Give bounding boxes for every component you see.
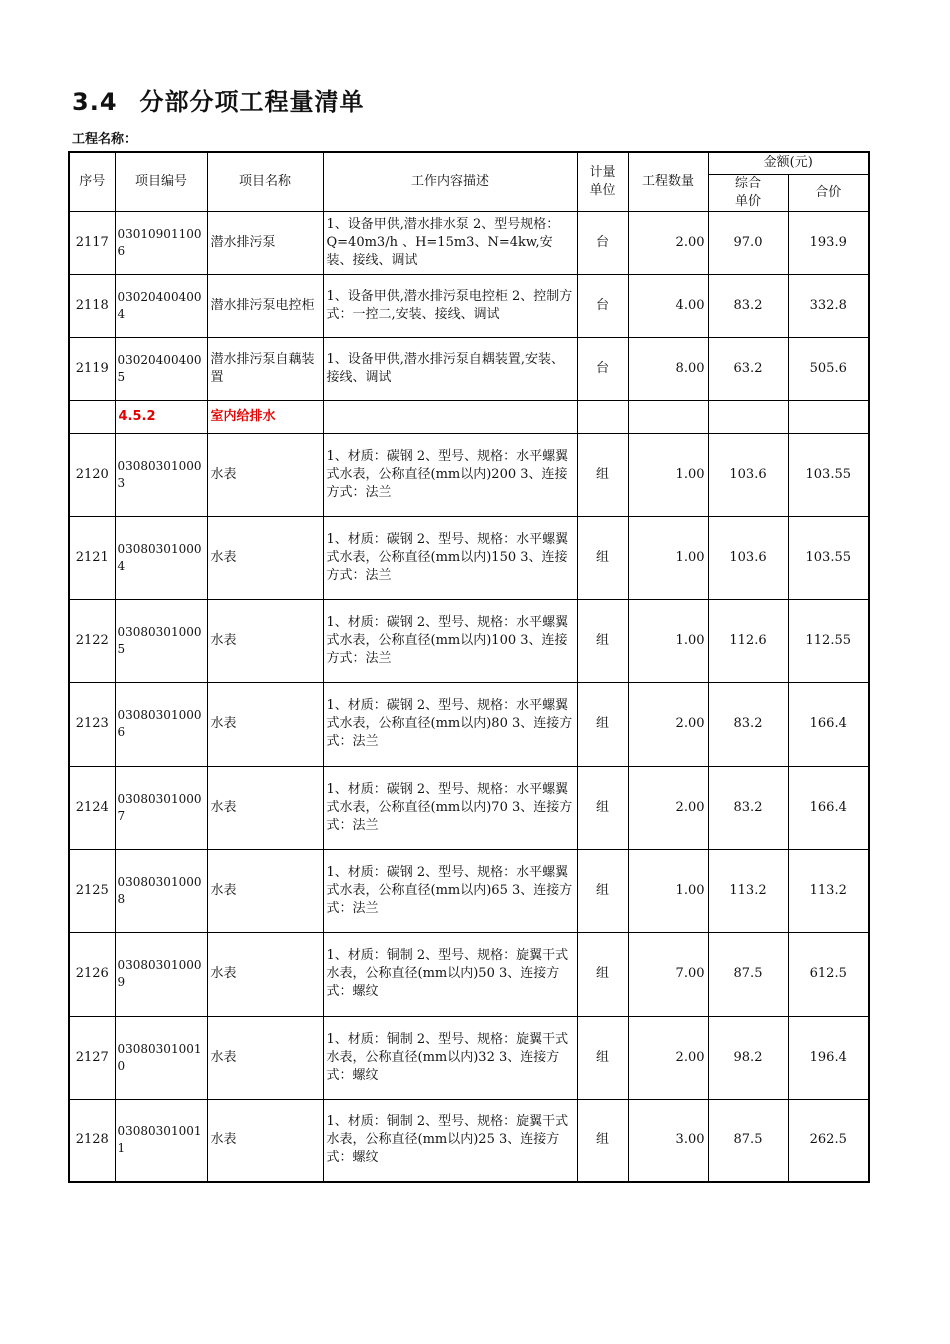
cell-desc: 1、材质：铜制 2、型号、规格：旋翼干式水表，公称直径(mm以内)50 3、连接方式：螺纹 xyxy=(323,932,577,1016)
section-row xyxy=(69,400,869,433)
cell-qty: 2.00 xyxy=(628,211,708,274)
cell-unit: 台 xyxy=(577,337,628,400)
cell-qty: 3.00 xyxy=(628,1099,708,1182)
table-row xyxy=(69,766,869,849)
cell-code: 030803010008 xyxy=(115,849,207,932)
header-seq: 序号 xyxy=(69,152,115,211)
cell-desc: 1、材质：铜制 2、型号、规格：旋翼干式水表，公称直径(mm以内)25 3、连接方式：螺纹 xyxy=(323,1099,577,1182)
cell-name: 水表 xyxy=(207,932,323,1016)
table-row xyxy=(69,516,869,599)
cell-total: 193.9 xyxy=(788,211,869,274)
cell-price xyxy=(708,400,788,433)
cell-name: 水表 xyxy=(207,1099,323,1182)
cell-unit: 组 xyxy=(577,599,628,682)
cell-qty: 1.00 xyxy=(628,433,708,516)
cell-qty: 2.00 xyxy=(628,766,708,849)
cell-name: 水表 xyxy=(207,766,323,849)
cell-price: 113.2 xyxy=(708,849,788,932)
cell-total: 113.2 xyxy=(788,849,869,932)
cell-unit: 台 xyxy=(577,211,628,274)
bill-of-quantities-table xyxy=(68,151,870,1183)
cell-seq: 2120 xyxy=(69,433,115,516)
cell-seq: 2123 xyxy=(69,682,115,766)
page-title xyxy=(72,82,365,117)
header-total: 合价 xyxy=(788,174,869,211)
cell-price: 83.2 xyxy=(708,766,788,849)
table-row xyxy=(69,1016,869,1099)
cell-code: 030803010010 xyxy=(115,1016,207,1099)
cell-qty: 1.00 xyxy=(628,599,708,682)
cell-total: 166.4 xyxy=(788,682,869,766)
header-unit-price: 综合单价 xyxy=(708,174,788,211)
header-code: 项目编号 xyxy=(115,152,207,211)
cell-seq: 2118 xyxy=(69,274,115,337)
cell-price: 87.5 xyxy=(708,1099,788,1182)
cell-unit: 组 xyxy=(577,682,628,766)
cell-desc xyxy=(323,400,577,433)
cell-seq: 2128 xyxy=(69,1099,115,1182)
cell-name: 潜水排污泵电控柜 xyxy=(207,274,323,337)
table-row xyxy=(69,337,869,400)
table-body xyxy=(69,211,869,1182)
cell-seq: 2125 xyxy=(69,849,115,932)
cell-qty: 4.00 xyxy=(628,274,708,337)
table-row xyxy=(69,433,869,516)
cell-qty: 8.00 xyxy=(628,337,708,400)
cell-price: 97.0 xyxy=(708,211,788,274)
cell-total xyxy=(788,400,869,433)
cell-price: 103.6 xyxy=(708,516,788,599)
cell-seq: 2126 xyxy=(69,932,115,1016)
table-row xyxy=(69,599,869,682)
cell-qty: 2.00 xyxy=(628,682,708,766)
section-title: 分部分项工程量清单 xyxy=(139,88,365,116)
cell-code: 030803010007 xyxy=(115,766,207,849)
cell-qty: 2.00 xyxy=(628,1016,708,1099)
cell-seq xyxy=(69,400,115,433)
cell-qty: 1.00 xyxy=(628,849,708,932)
cell-desc: 1、材质：碳钢 2、型号、规格：水平螺翼式水表，公称直径(mm以内)150 3、连接方式：法兰 xyxy=(323,516,577,599)
cell-name: 潜水排污泵 xyxy=(207,211,323,274)
cell-name: 水表 xyxy=(207,682,323,766)
cell-seq: 2127 xyxy=(69,1016,115,1099)
cell-total: 166.4 xyxy=(788,766,869,849)
cell-desc: 1、设备甲供,潜水排污泵自耦装置,安装、接线、调试 xyxy=(323,337,577,400)
cell-unit: 组 xyxy=(577,849,628,932)
cell-desc: 1、材质：碳钢 2、型号、规格：水平螺翼式水表，公称直径(mm以内)80 3、连接方式：法兰 xyxy=(323,682,577,766)
cell-code: 030803010011 xyxy=(115,1099,207,1182)
cell-name: 水表 xyxy=(207,849,323,932)
cell-qty xyxy=(628,400,708,433)
cell-code: 030803010005 xyxy=(115,599,207,682)
cell-code: 030109011006 xyxy=(115,211,207,274)
cell-price: 83.2 xyxy=(708,682,788,766)
cell-code: 4.5.2 xyxy=(115,400,207,433)
cell-desc: 1、材质：铜制 2、型号、规格：旋翼干式水表，公称直径(mm以内)32 3、连接方式：螺纹 xyxy=(323,1016,577,1099)
cell-unit: 组 xyxy=(577,932,628,1016)
header-desc: 工作内容描述 xyxy=(323,152,577,211)
cell-seq: 2117 xyxy=(69,211,115,274)
table-row xyxy=(69,211,869,274)
cell-desc: 1、材质：碳钢 2、型号、规格：水平螺翼式水表，公称直径(mm以内)100 3、连接方式：法兰 xyxy=(323,599,577,682)
cell-name: 水表 xyxy=(207,599,323,682)
cell-code: 030803010006 xyxy=(115,682,207,766)
cell-code: 030803010003 xyxy=(115,433,207,516)
cell-seq: 2122 xyxy=(69,599,115,682)
cell-desc: 1、材质：碳钢 2、型号、规格：水平螺翼式水表，公称直径(mm以内)65 3、连接方式：法兰 xyxy=(323,849,577,932)
cell-desc: 1、设备甲供,潜水排污泵电控柜 2、控制方式：一控二,安装、接线、调试 xyxy=(323,274,577,337)
cell-code: 030204004004 xyxy=(115,274,207,337)
cell-total: 332.8 xyxy=(788,274,869,337)
table-row xyxy=(69,849,869,932)
cell-name: 水表 xyxy=(207,1016,323,1099)
table-row xyxy=(69,274,869,337)
cell-unit: 组 xyxy=(577,1099,628,1182)
cell-price: 83.2 xyxy=(708,274,788,337)
cell-price: 87.5 xyxy=(708,932,788,1016)
cell-seq: 2121 xyxy=(69,516,115,599)
cell-total: 103.55 xyxy=(788,516,869,599)
cell-desc: 1、设备甲供,潜水排水泵 2、型号规格：Q=40m3/h 、H=15m3、N=4kw,安装、接线、调试 xyxy=(323,211,577,274)
cell-seq: 2119 xyxy=(69,337,115,400)
cell-name: 水表 xyxy=(207,433,323,516)
cell-total: 262.5 xyxy=(788,1099,869,1182)
cell-unit: 台 xyxy=(577,274,628,337)
cell-unit: 组 xyxy=(577,516,628,599)
cell-qty: 7.00 xyxy=(628,932,708,1016)
table-row xyxy=(69,682,869,766)
cell-seq: 2124 xyxy=(69,766,115,849)
cell-name: 室内给排水 xyxy=(207,400,323,433)
cell-total: 103.55 xyxy=(788,433,869,516)
project-name-label: 工程名称： xyxy=(72,132,138,147)
header-row xyxy=(69,152,869,174)
section-number: 3.4 xyxy=(72,88,118,116)
header-unit: 计量单位 xyxy=(577,152,628,211)
table-row xyxy=(69,932,869,1016)
table-row xyxy=(69,1099,869,1182)
cell-unit xyxy=(577,400,628,433)
cell-name: 潜水排污泵自藕装置 xyxy=(207,337,323,400)
cell-total: 196.4 xyxy=(788,1016,869,1099)
cell-code: 030803010004 xyxy=(115,516,207,599)
cell-total: 112.55 xyxy=(788,599,869,682)
cell-code: 030803010009 xyxy=(115,932,207,1016)
cell-price: 112.6 xyxy=(708,599,788,682)
cell-unit: 组 xyxy=(577,766,628,849)
cell-price: 98.2 xyxy=(708,1016,788,1099)
header-amount: 金额(元) xyxy=(708,152,869,174)
cell-unit: 组 xyxy=(577,433,628,516)
cell-total: 505.6 xyxy=(788,337,869,400)
header-name: 项目名称 xyxy=(207,152,323,211)
cell-price: 103.6 xyxy=(708,433,788,516)
cell-total: 612.5 xyxy=(788,932,869,1016)
header-qty: 工程数量 xyxy=(628,152,708,211)
cell-desc: 1、材质：碳钢 2、型号、规格：水平螺翼式水表，公称直径(mm以内)70 3、连接方式：法兰 xyxy=(323,766,577,849)
cell-unit: 组 xyxy=(577,1016,628,1099)
cell-name: 水表 xyxy=(207,516,323,599)
cell-price: 63.2 xyxy=(708,337,788,400)
cell-code: 030204004005 xyxy=(115,337,207,400)
cell-qty: 1.00 xyxy=(628,516,708,599)
cell-desc: 1、材质：碳钢 2、型号、规格：水平螺翼式水表，公称直径(mm以内)200 3、连接方式：法兰 xyxy=(323,433,577,516)
